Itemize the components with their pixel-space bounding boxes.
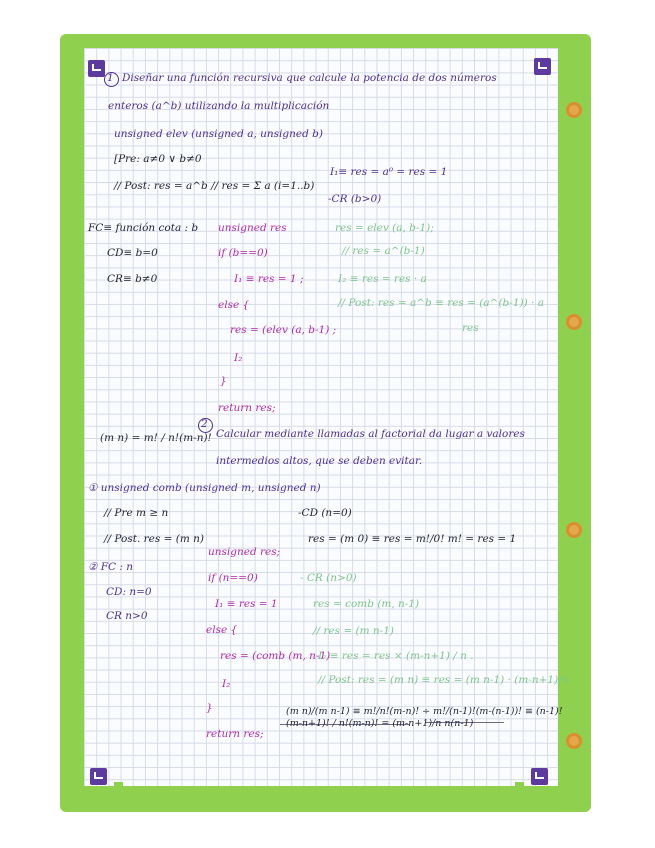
base-case: CD≡ b=0 xyxy=(107,247,158,259)
code-line: I₁ ≡ res = 1 ; xyxy=(234,273,304,285)
code-line: unsigned res; xyxy=(208,546,281,558)
base-case: -CD (n=0) xyxy=(298,507,352,519)
note-line: - CR (n>0) xyxy=(300,572,357,584)
exercise-title-2: enteros (a^b) utilizando la multiplicación xyxy=(108,100,330,112)
binder-hole-icon xyxy=(566,314,582,330)
postcondition: // Post. res = (m n) xyxy=(104,533,205,545)
code-line: if (b==0) xyxy=(218,247,268,259)
exercise-number: 2 xyxy=(201,418,208,430)
notebook-logo-icon xyxy=(88,60,105,77)
note-line: res = comb (m, n-1) xyxy=(313,598,420,610)
note-line: I₂ ≡ res = res × (m-n+1) / n . xyxy=(318,650,474,662)
note-line: res = elev (a, b-1); xyxy=(335,222,434,234)
function-signature: ① unsigned comb (unsigned m, unsigned n) xyxy=(88,482,321,494)
code-line: if (n==0) xyxy=(208,572,258,584)
statement-line: intermedios altos, que se deben evitar. xyxy=(216,455,423,467)
recursive-condition: CR n>0 xyxy=(106,610,148,622)
function-signature: unsigned elev (unsigned a, unsigned b) xyxy=(114,128,323,140)
binder-hole-icon xyxy=(566,522,582,538)
code-line: } xyxy=(220,375,227,387)
code-line: I₂ xyxy=(222,678,231,690)
note-line: res xyxy=(462,322,479,334)
code-line: I₂ xyxy=(234,352,243,364)
binomial-formula: (m n) = m! / n!(m-n)! xyxy=(100,432,212,444)
code-line: return res; xyxy=(218,402,276,414)
notebook-logo-icon xyxy=(90,768,107,785)
note-line: // Post: res = (m n) ≡ res = (m n-1) · (m-n+1)/n xyxy=(318,674,569,686)
code-line: else { xyxy=(206,624,238,636)
notebook-logo-icon xyxy=(531,768,548,785)
base-result: res = (m 0) ≡ res = m!/0! m! = res = 1 xyxy=(308,533,517,545)
code-line: return res; xyxy=(206,728,264,740)
statement-line: Calcular mediante llamadas al factorial da lugar a valores xyxy=(216,428,525,440)
code-line: I₁ ≡ res = 1 xyxy=(215,598,278,610)
bound-function: FC≡ función cota : b xyxy=(88,222,199,234)
code-line: } xyxy=(206,702,213,714)
precondition: [Pre: a≠0 ∨ b≠0 xyxy=(114,153,202,165)
invariant-base: I₁≡ res = a⁰ = res = 1 xyxy=(330,166,448,178)
exercise-title: Diseñar una función recursiva que calcule la potencia de dos números xyxy=(122,72,497,84)
binder-hole-icon xyxy=(566,733,582,749)
note-line: // res = a^(b-1) xyxy=(342,245,425,257)
base-case: CD: n=0 xyxy=(106,586,152,598)
code-line: res = (elev (a, b-1) ; xyxy=(230,324,337,336)
code-line: else { xyxy=(218,299,250,311)
postcondition: // Post: res = a^b // res = Σ a (i=1..b) xyxy=(114,180,315,192)
decor-square xyxy=(114,782,123,791)
code-line: unsigned res xyxy=(218,222,287,234)
precondition: // Pre m ≥ n xyxy=(104,507,169,519)
note-line: // Post: res = a^b ≡ res = (a^(b-1)) · a xyxy=(338,297,544,309)
recursive-case: -CR (b>0) xyxy=(328,193,382,205)
code-line: res = (comb (m, n-1) xyxy=(220,650,331,662)
note-line: // res = (m n-1) xyxy=(313,625,394,637)
bound-function: ② FC : n xyxy=(88,561,134,573)
exercise-number: 1 xyxy=(107,72,114,84)
binder-hole-icon xyxy=(566,102,582,118)
note-line: I₂ ≡ res = res · a xyxy=(338,273,427,285)
notebook-logo-icon xyxy=(534,58,551,75)
decor-square xyxy=(515,782,524,791)
final-derivation: (m n)/(m n-1) ≡ m!/n!(m-n)! ÷ m!/(n-1)!(m-(n-1))! ≡ (n-1)!(m-n+1)! / n!(m-n)! = (m-n+1)/n n(n-1) xyxy=(286,706,563,729)
recursive-condition: CR≡ b≠0 xyxy=(107,273,158,285)
